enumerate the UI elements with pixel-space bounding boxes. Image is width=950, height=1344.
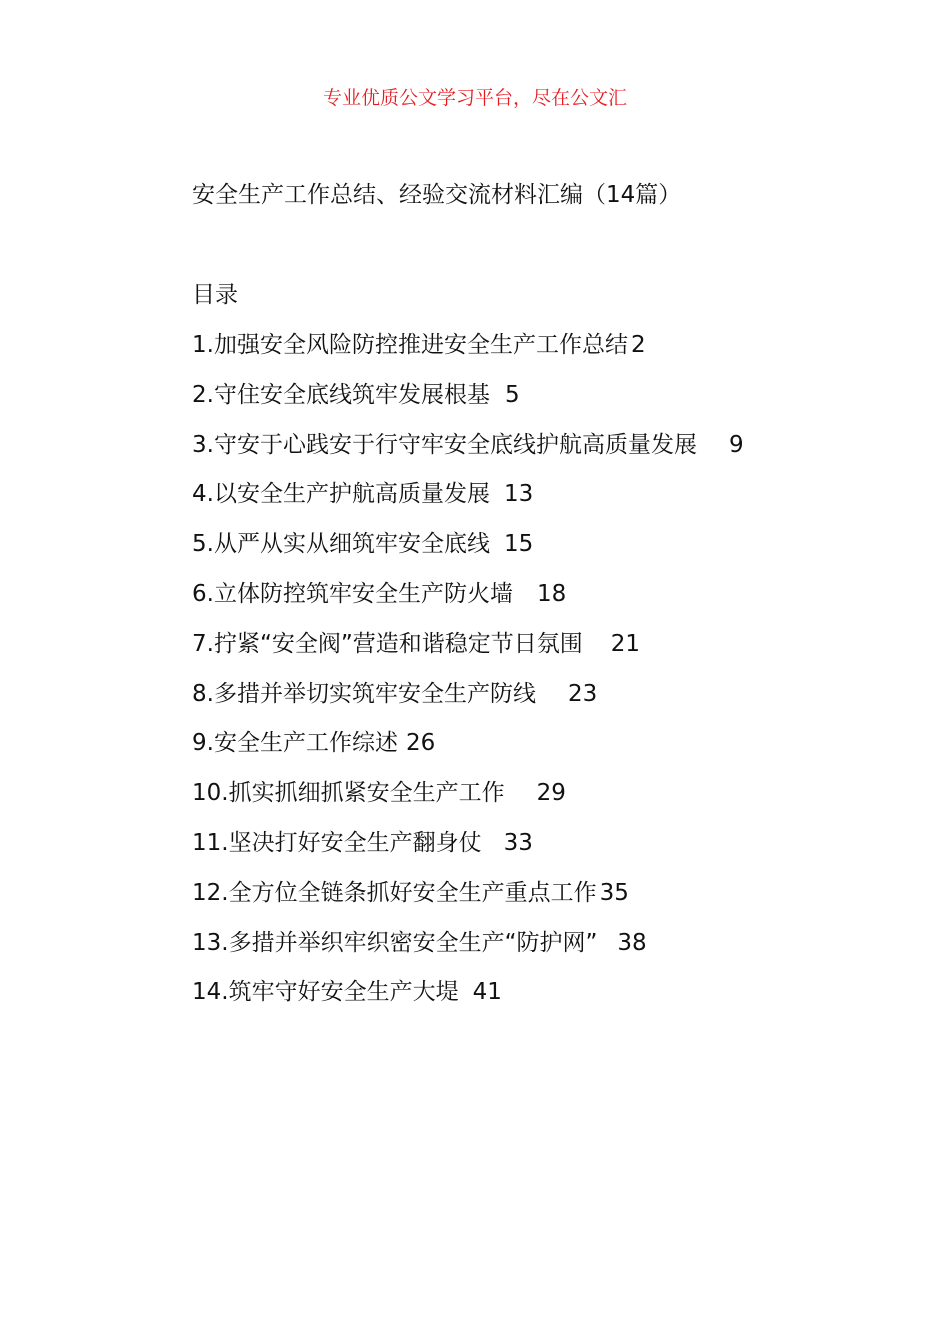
toc-item-title: 7.拧紧“安全阀”营造和谐稳定节日氛围 [192, 630, 583, 657]
toc-item-page: 13 [503, 481, 534, 508]
toc-item-page: 41 [472, 979, 502, 1006]
toc-item[interactable] [192, 527, 892, 577]
toc-item[interactable] [192, 826, 892, 876]
toc-item-title: 14.筑牢守好安全生产大堤 [192, 979, 459, 1006]
toc-item[interactable] [192, 378, 892, 428]
toc-item[interactable] [192, 876, 892, 926]
toc-item-page: 38 [617, 929, 647, 956]
document-title: 安全生产工作总结、经验交流材料汇编（14篇） [192, 182, 682, 208]
toc-item[interactable] [192, 776, 892, 826]
toc-item-title: 10.抓实抓细抓紧安全生产工作 [192, 780, 505, 807]
toc-item[interactable] [192, 428, 892, 478]
toc-item-page: 18 [536, 580, 567, 607]
toc-item-title: 5.从严从实从细筑牢安全底线 [192, 531, 490, 558]
toc-item-page: 35 [599, 879, 629, 906]
toc-item-title: 6.立体防控筑牢安全生产防火墙 [192, 580, 513, 607]
toc-item-page: 5 [504, 381, 520, 408]
toc-item-title: 4.以安全生产护航高质量发展 [192, 481, 490, 508]
toc-item-page: 33 [503, 829, 533, 856]
toc-item-page: 26 [405, 730, 436, 757]
table-of-contents [192, 328, 892, 1025]
toc-item-page: 15 [503, 531, 534, 558]
toc-item[interactable] [192, 677, 892, 727]
toc-item[interactable] [192, 477, 892, 527]
toc-item[interactable] [192, 577, 892, 627]
header-banner: 专业优质公文学习平台，尽在公文汇 [322, 87, 627, 109]
toc-item[interactable] [192, 975, 892, 1025]
toc-item-title: 2.守住安全底线筑牢发展根基 [192, 381, 490, 408]
toc-item-page: 29 [536, 780, 566, 807]
toc-item-page: 9 [728, 431, 744, 458]
toc-item-title: 3.守安于心践安于行守牢安全底线护航高质量发展 [192, 431, 697, 458]
toc-item-page: 21 [610, 630, 641, 657]
toc-item-title: 1.加强安全风险防控推进安全生产工作总结 [192, 332, 628, 358]
toc-item-title: 13.多措并举织牢织密安全生产“防护网” [192, 929, 598, 956]
toc-heading: 目录 [192, 282, 238, 308]
toc-item-title: 11.坚决打好安全生产翻身仗 [192, 829, 482, 856]
toc-item[interactable] [192, 926, 892, 976]
toc-item-title: 12.全方位全链条抓好安全生产重点工作 [192, 879, 597, 906]
toc-item-page: 2 [630, 332, 646, 358]
toc-item[interactable] [192, 328, 892, 378]
toc-item-title: 8.多措并举切实筑牢安全生产防线 [192, 680, 536, 707]
toc-item[interactable] [192, 627, 892, 677]
toc-item-title: 9.安全生产工作综述 [192, 730, 398, 757]
toc-item-page: 23 [567, 680, 598, 707]
toc-item[interactable] [192, 726, 892, 776]
